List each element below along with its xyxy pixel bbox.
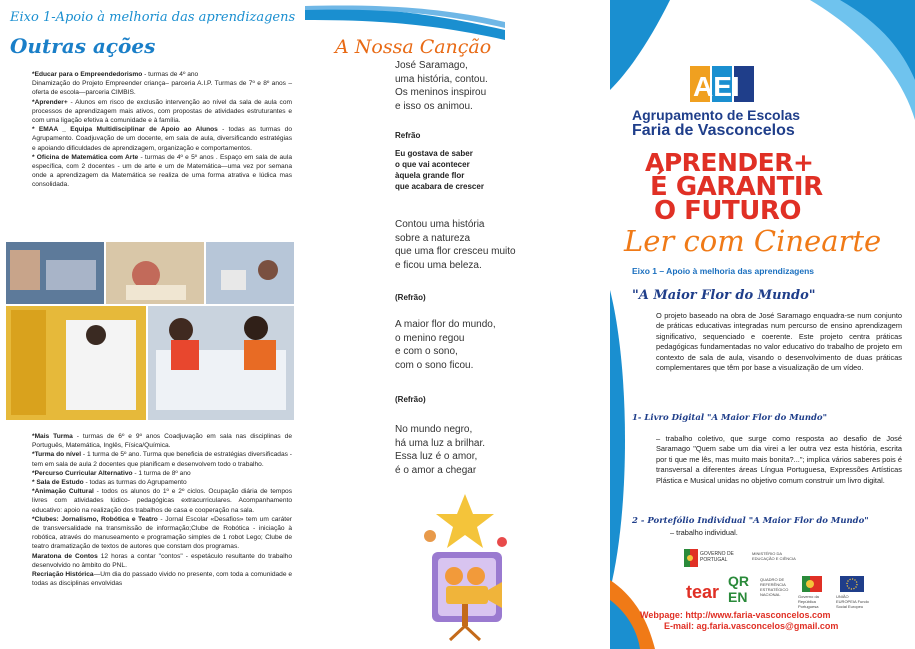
song-line: com o sono ficou. [395, 359, 474, 371]
actions-list-top [32, 70, 292, 190]
song-line: Contou uma história [395, 219, 485, 230]
eu-flag-icon [840, 576, 864, 592]
stanza-4 [395, 423, 485, 477]
item2-title: 2 - Portefólio Individual "A Maior Flor do Mundo" [632, 516, 869, 526]
action-item-title: *Mais Turma [32, 433, 73, 440]
action-item [32, 125, 292, 153]
portugal-flag-icon [684, 549, 698, 567]
refrao-lines [395, 148, 484, 192]
project-intro: O projeto baseado na obra de José Saramago enquadra-se num conjunto de práticas educativas integradas num percurso de ensino aprendizagem significativo, sequenciado e coerente. Este projeto centra práticas pedagógicas fundamentadas no valor educativo do trabalho de projeto em contexto de sala de aula, visando o desenvolvimento de duas práticas complementares que têm por base a visualização de um vídeo. [656, 311, 902, 373]
action-item [32, 478, 292, 487]
photo-collage [6, 240, 295, 420]
slogan-line2: É GARANTIR [650, 172, 823, 202]
tear-logo [686, 576, 722, 606]
action-item-title: *Animação Cultural [32, 488, 94, 496]
gov-portugal-logo [684, 549, 734, 569]
song-line: àquela grande flor [395, 171, 465, 180]
refrao-label: Refrão [395, 131, 421, 140]
eu-label: UNIÃO EUROPEIA Fundo Social Europeu [836, 594, 869, 609]
action-item-text: - Alunos em risco de exclusão intervenção ao nível da sala de aula com processos de aprendizagem mais ativos, com propostas de atividades estruturantes e com uma ligação efetiva à comunidade e à família. [32, 98, 292, 125]
svg-text:EN: EN [728, 589, 748, 605]
action-item-text: - turmas de 6º e 9º anos Coadjuvação em sala nas disciplinas de Português, Matemática, Inglês, Física/Química. [32, 433, 292, 450]
action-item [32, 153, 292, 190]
action-item-title: Maratona de Contos [32, 552, 98, 560]
item2-text: – trabalho individual. [670, 528, 738, 537]
org-name-line2: Faria de Vasconcelos [632, 122, 795, 139]
song-line: José Saramago, [395, 60, 468, 71]
ministry-label: MINISTÉRIO DA EDUCAÇÃO E CIÊNCIA [752, 551, 796, 561]
action-item-text: - turmas de 4º ano [142, 71, 199, 78]
song-line: A maior flor do mundo, [395, 319, 496, 330]
item1-text: – trabalho coletivo, que surge como resposta ao desafio de José Saramago "Quem sabe um dia virei a ler outra vez esta história, escrita por ti que me lês, mas muito mais bonita?..."; implica vários saberes pois é transversal a diferentes áreas Língua Portuguesa, Expressões Artísticas Plástica e Musical unidas no objetivo comum construir um livro digital. [656, 434, 902, 485]
song-line: No mundo negro, [395, 424, 473, 435]
action-item [32, 98, 292, 126]
org-name-line1: Agrupamento de Escolas [632, 107, 801, 123]
song-line: Os meninos inspirou [395, 87, 487, 98]
action-item [32, 432, 292, 450]
stanza-1 [395, 59, 488, 113]
song-line: o que vai acontecer [395, 160, 470, 169]
action-item-title: *Percurso Curricular Alternativo [32, 469, 133, 477]
blue-waves-decoration [610, 0, 915, 120]
song-line: e isso os animou. [395, 100, 473, 112]
song-line: e com o sono, [395, 346, 458, 357]
song-line: Eu gostava de saber [395, 149, 473, 158]
action-item [32, 79, 292, 97]
outras-acoes-title: Outras ações [10, 34, 156, 58]
action-item-title: *Clubes: Jornalismo, Robótica e Teatro [32, 515, 158, 523]
action-item-title: Recriação Histórica [32, 571, 94, 579]
action-item-text: 12 horas a contar "contos" - espetáculo resultante do trabalho desenvolvido no âmbito do PNL. [32, 552, 292, 569]
action-item-title: *Aprender+ [32, 98, 68, 106]
aei-logo [688, 62, 758, 106]
svg-text:tear: tear [686, 582, 720, 602]
photo-3 [206, 242, 294, 304]
eixo-heading: Eixo 1-Apoio à melhoria das aprendizagens [10, 10, 296, 25]
action-item-text: - todas as turmas do Agrupamento [83, 479, 187, 487]
refrao-marker-2: (Refrão) [395, 395, 426, 404]
eixo-subtitle: Eixo 1 – Apoio à melhoria das aprendizagens [632, 266, 815, 276]
middle-panel [305, 0, 610, 649]
action-item-text: Dinamização do Projeto Empreender criança– parceria A.I.P. Turmas de 7º e 8º anos –oferta de escola—parceria CIMBIS. [32, 80, 292, 97]
song-line: que acabara de crescer [395, 182, 484, 191]
action-item-text: - todos os alunos do 1º e 2º ciclos. Ocupação diária de tempos livres com atividades lúdico- pedagógicas extracurriculares. Acompanhamento educativo: apoio na realização dos trabalhos de casa e cooperação na sala. [32, 488, 292, 514]
action-item [32, 469, 292, 478]
song-line: Essa luz é o amor, [395, 451, 478, 462]
aei-letters: AEI [693, 71, 740, 102]
action-item-text: - Jornal Escolar «Desafios» tem um caráter de transversalidade na transmissão de informação;Clube de Robótica - iniciação à robótica, através do manuseamento e programação simples de 1 robot Lego; Clube de teatro dramatização de textos de autores que constam dos programas. [32, 515, 292, 551]
actions-list-bottom [32, 432, 292, 588]
action-item [32, 515, 292, 552]
song-line: e ficou uma beleza. [395, 259, 482, 271]
classroom-photos-image [6, 240, 295, 420]
action-item [32, 70, 292, 79]
email-link[interactable]: E-mail: ag.faria.vasconcelos@gmail.com [664, 621, 839, 631]
portugal-coat-icon [802, 576, 822, 592]
song-line: que uma flor cresceu muito [395, 246, 516, 257]
stanza-2 [395, 218, 516, 272]
action-item-title: *Turma do nível [32, 451, 82, 459]
qren-label: QUADRO DE REFERÊNCIA ESTRATÉGICO NACIONAL [760, 577, 789, 597]
item1-title: 1- Livro Digital "A Maior Flor do Mundo" [632, 413, 828, 423]
action-item-text: - todas as turmas do Agrupamento. Coadjuvação de um docente, em sala de aula, diversificando estratégias e apoiando dificuldades de aprendizagem, organização e comportamentos. [32, 126, 293, 152]
action-item [32, 450, 292, 468]
left-panel [0, 0, 305, 649]
song-line: o menino regou [395, 332, 465, 344]
slogan-line1: APRENDER+ [645, 148, 814, 177]
action-item-title: *Educar para o Empreendedorismo [32, 71, 143, 78]
slogan-line3: O FUTURO [654, 196, 801, 226]
right-panel [610, 0, 915, 649]
action-item [32, 487, 292, 515]
action-item-text: —Um dia do passado vivido no presente, com toda a comunidade e todas as disciplinas envolvidas [32, 571, 293, 588]
song-title: A Nossa Canção [335, 36, 492, 58]
action-item-title: * EMAA _ Equipa Multidisciplinar de Apoio ao Alunos [32, 126, 218, 134]
film-camera-clipart-icon [410, 492, 520, 642]
webpage-link[interactable]: Webpage: http://www.faria-vasconcelos.com [640, 610, 831, 620]
gov-small-label: Governo da República Portuguesa [798, 594, 819, 609]
gov-label: GOVERNO DE PORTUGAL [700, 551, 734, 563]
action-item-title: * Oficina de Matemática com Arte [32, 153, 139, 161]
refrao-marker-1: (Refrão) [395, 293, 426, 302]
orange-wave-decoration [610, 540, 670, 649]
song-line: uma história, contou. [395, 73, 488, 85]
action-item-text: - turmas de 4º e 5º anos . Espaço em sala de aula específica, com 2 docentes - um de arte e um de Matemática—uma vez por semana onde a aprendizagem da Matemática se realiza de uma forma atrativa e lúdica mas consolidada. [32, 153, 292, 189]
action-item [32, 570, 292, 588]
swoosh-top-decoration [305, 0, 610, 30]
flor-title: "A Maior Flor do Mundo" [632, 288, 816, 303]
ler-com-cinearte: Ler com Cinearte [624, 224, 882, 258]
svg-text:QR: QR [728, 573, 749, 589]
qren-logo [728, 572, 758, 606]
action-item [32, 552, 292, 570]
stanza-3 [395, 318, 496, 372]
action-item-text: - 1 turma de 5º ano. Turma que beneficia de estratégias diversificadas - tem em sala de aula 2 docentes que planificam e desenvolvem todo o trabalho. [32, 451, 292, 468]
action-item-title: * Sala de Estudo [32, 479, 84, 487]
song-line: sobre a natureza [395, 232, 471, 244]
song-line: há uma luz a brilhar. [395, 437, 486, 449]
song-line: é o amor a chegar [395, 464, 477, 476]
action-item-text: - 1 turma de 8º ano [132, 469, 191, 477]
